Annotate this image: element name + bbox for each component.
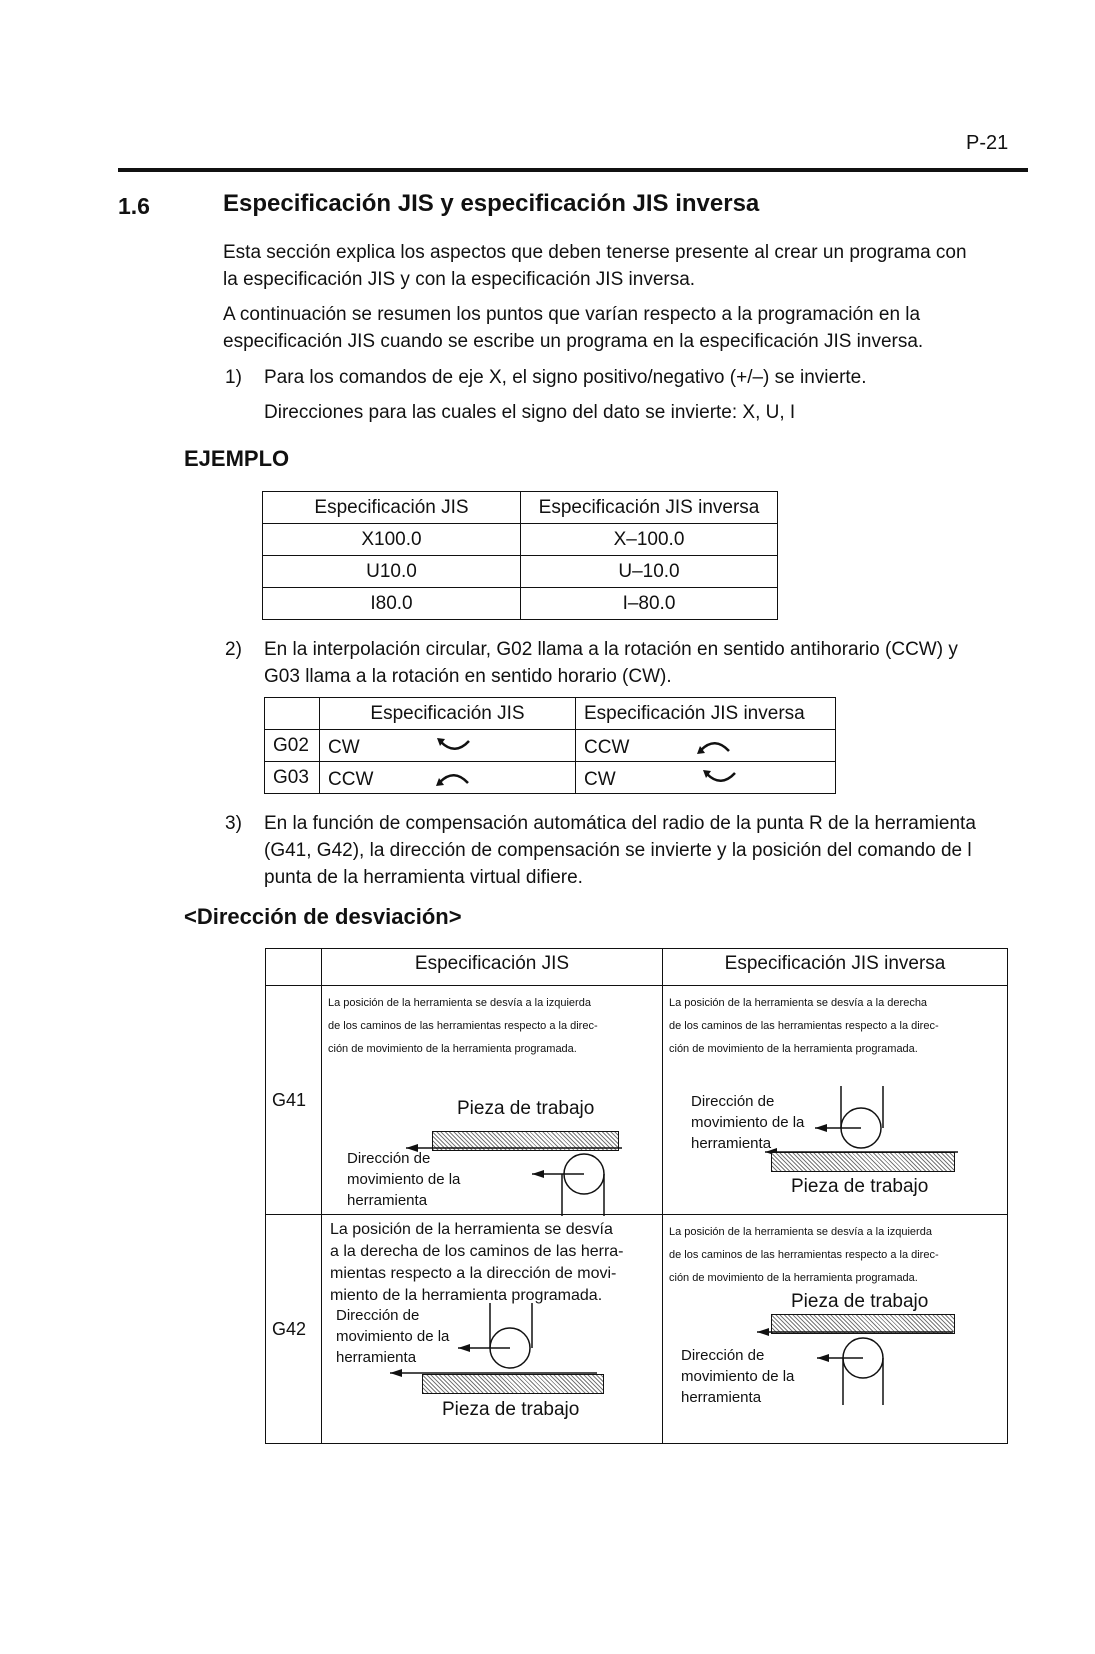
item-line: Direcciones para las cuales el signo del dato se invierte: X, U, I: [264, 402, 796, 423]
description-line: a la derecha de los caminos de las herra-: [330, 1243, 624, 1260]
item-line: En la función de compensación automática del radio de la punta R de la herramienta: [264, 813, 976, 834]
rotation-label: CCW: [328, 768, 374, 790]
cw-arrow-icon: [435, 736, 475, 756]
direction-line: movimiento de la: [336, 1328, 450, 1345]
ccw-arrow-icon: [434, 768, 474, 788]
direction-line: movimiento de la: [681, 1368, 795, 1385]
table-header: Especificación JIS inversa: [663, 949, 1008, 986]
description: [663, 986, 1007, 1061]
rotation-cell: [320, 730, 576, 762]
table-corner: [266, 949, 322, 986]
intro-line: A continuación se resumen los puntos que varían respecto a la programación en la: [223, 304, 921, 325]
cw-arrow-icon: [701, 768, 741, 788]
g42-inverse-cell: [663, 1215, 1008, 1444]
rotation-cell: [576, 730, 836, 762]
rotation-label: CCW: [584, 736, 630, 758]
workpiece-label: Pieza de trabajo: [442, 1399, 580, 1420]
direction-line: herramienta: [336, 1349, 417, 1366]
example-label: EJEMPLO: [184, 446, 290, 471]
workpiece-hatch: [771, 1152, 955, 1172]
description-line: La posición de la herramienta se desvía a la derecha: [669, 997, 928, 1009]
description-line: La posición de la herramienta se desvía a la izquierda: [669, 1226, 932, 1238]
table-header: Especificación JIS inversa: [521, 492, 778, 524]
direction-label: [347, 1148, 460, 1211]
item-number-2: 2): [225, 639, 242, 660]
description-line: de los caminos de las herramientas respecto a la direc-: [669, 1020, 939, 1032]
item-2: [264, 636, 958, 690]
direction-line: herramienta: [691, 1135, 772, 1152]
intro-paragraph-2: [223, 301, 923, 355]
intro-paragraph-1: [223, 239, 967, 293]
item-3: [264, 810, 976, 891]
intro-line: especificación JIS cuando se escribe un programa en la especificación JIS inversa.: [223, 331, 924, 352]
deviation-label: <Dirección de desviación>: [184, 904, 462, 929]
g-code-cell: G03: [265, 762, 320, 794]
workpiece-label: Pieza de trabajo: [791, 1291, 929, 1312]
direction-label: [681, 1345, 794, 1408]
g-code-cell: G41: [266, 986, 322, 1215]
description: [322, 986, 662, 1061]
direction-line: Dirección de: [681, 1347, 765, 1364]
table-cell: X–100.0: [521, 524, 778, 556]
g-code-cell: G42: [266, 1215, 322, 1444]
direction-line: Dirección de: [691, 1093, 775, 1110]
description: [663, 1215, 1007, 1290]
table-header: Especificación JIS: [320, 698, 576, 730]
table-header: Especificación JIS: [322, 949, 663, 986]
workpiece-hatch: [422, 1374, 604, 1394]
direction-line: Dirección de: [347, 1150, 431, 1167]
description-line: mientas respecto a la dirección de movi-: [330, 1265, 617, 1282]
workpiece-label: Pieza de trabajo: [457, 1098, 595, 1119]
rotation-label: CW: [584, 768, 616, 790]
rotation-cell: [576, 762, 836, 794]
item-1: [264, 364, 867, 426]
description: [322, 1215, 662, 1307]
workpiece-label: Pieza de trabajo: [791, 1176, 929, 1197]
rotation-table: [264, 697, 836, 794]
intro-line: la especificación JIS y con la especificación JIS inversa.: [223, 269, 696, 290]
item-line: En la interpolación circular, G02 llama a la rotación en sentido antihorario (CCW) y: [264, 639, 958, 660]
description-line: de los caminos de las herramientas respecto a la direc-: [328, 1020, 598, 1032]
description-line: ción de movimiento de la herramienta programada.: [328, 1043, 577, 1055]
item-line: G03 llama a la rotación en sentido horario (CW).: [264, 666, 672, 687]
g41-inverse-cell: [663, 986, 1008, 1215]
sign-table: [262, 491, 778, 620]
table-cell: U10.0: [263, 556, 521, 588]
item-line: punta de la herramienta virtual difiere.: [264, 867, 583, 888]
deviation-table: [265, 948, 1008, 1444]
table-header: Especificación JIS inversa: [576, 698, 836, 730]
table-cell: I80.0: [263, 588, 521, 620]
description-line: La posición de la herramienta se desvía a la izquierda: [328, 997, 591, 1009]
direction-line: herramienta: [347, 1192, 428, 1209]
page-number: P-21: [966, 132, 1009, 154]
table-cell: U–10.0: [521, 556, 778, 588]
direction-line: movimiento de la: [347, 1171, 461, 1188]
direction-line: Dirección de: [336, 1307, 420, 1324]
direction-line: movimiento de la: [691, 1114, 805, 1131]
description-line: ción de movimiento de la herramienta programada.: [669, 1272, 918, 1284]
section-number: 1.6: [118, 193, 150, 219]
rotation-label: CW: [328, 736, 360, 758]
table-cell: I–80.0: [521, 588, 778, 620]
rotation-cell: [320, 762, 576, 794]
table-header: Especificación JIS: [263, 492, 521, 524]
description-line: miento de la herramienta programada.: [330, 1287, 603, 1304]
g41-jis-cell: [322, 986, 663, 1215]
section-title: Especificación JIS y especificación JIS inversa: [223, 190, 760, 217]
header-rule: [118, 168, 1028, 172]
intro-line: Esta sección explica los aspectos que deben tenerse presente al crear un programa con: [223, 242, 967, 263]
description-line: La posición de la herramienta se desvía: [330, 1221, 613, 1238]
description-line: ción de movimiento de la herramienta programada.: [669, 1043, 918, 1055]
table-cell: X100.0: [263, 524, 521, 556]
item-number-3: 3): [225, 813, 242, 834]
g-code-cell: G02: [265, 730, 320, 762]
ccw-arrow-icon: [695, 736, 735, 756]
description-line: de los caminos de las herramientas respecto a la direc-: [669, 1249, 939, 1261]
direction-line: herramienta: [681, 1389, 762, 1406]
item-line: (G41, G42), la dirección de compensación se invierte y la posición del comando de l: [264, 840, 972, 861]
g42-jis-cell: [322, 1215, 663, 1444]
table-corner: [265, 698, 320, 730]
item-number-1: 1): [225, 367, 242, 388]
item-line: Para los comandos de eje X, el signo positivo/negativo (+/–) se invierte.: [264, 367, 867, 388]
